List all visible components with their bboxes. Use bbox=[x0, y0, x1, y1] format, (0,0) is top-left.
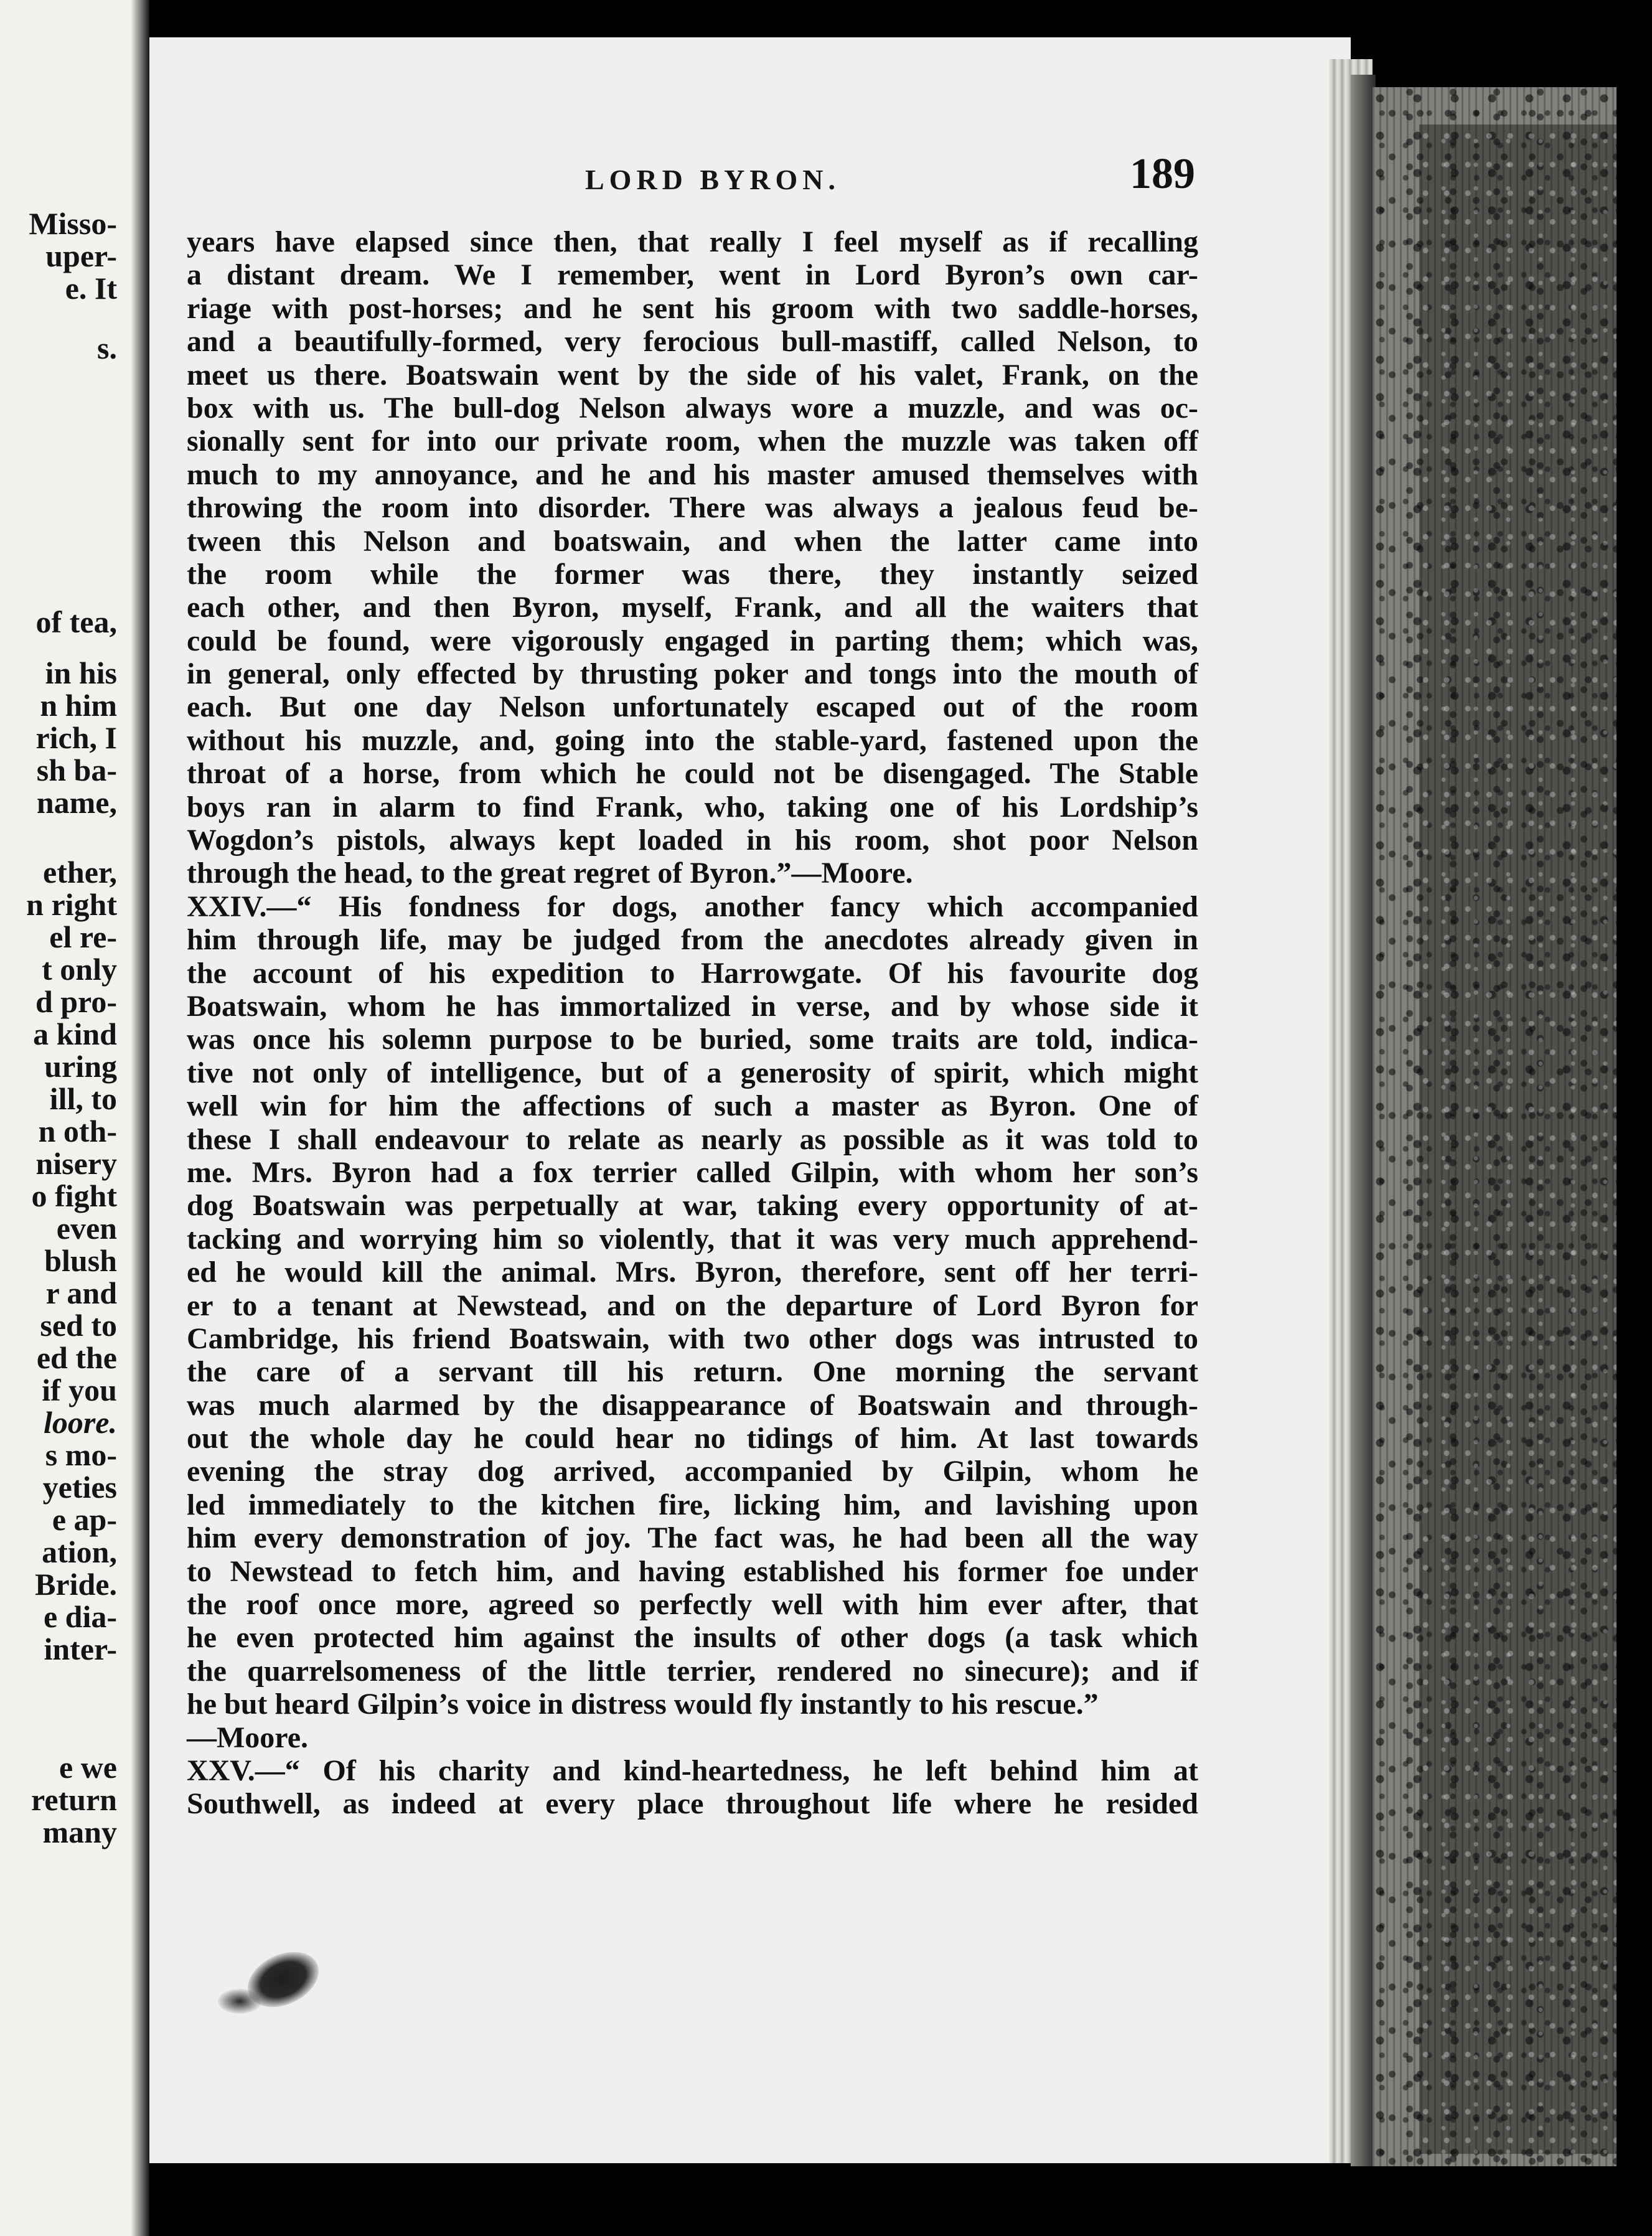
text-line: without his muzzle, and, going into the stable-yard, fastened upon the bbox=[187, 723, 1198, 757]
facing-page-fragment-line: s mo- bbox=[45, 1437, 117, 1472]
facing-page-fragment-line: e dia- bbox=[43, 1599, 117, 1634]
facing-page-fragment-line: n right bbox=[26, 887, 117, 922]
text-line: a distant dream. We I remember, went in Lord Byron’s own car- bbox=[187, 258, 1198, 292]
text-line: tween this Nelson and boatswain, and when the latter came into bbox=[187, 524, 1198, 558]
ink-stain bbox=[218, 1989, 261, 2014]
text-line: evening the stray dog arrived, accompanied by Gilpin, whom he bbox=[187, 1455, 1198, 1488]
text-line: he but heard Gilpin’s voice in distress would fly instantly to his rescue.” bbox=[187, 1688, 1099, 1721]
text-line: me. Mrs. Byron had a fox terrier called Gilpin, with whom her son’s bbox=[187, 1155, 1198, 1189]
facing-page-fragment-line: if you bbox=[42, 1373, 117, 1407]
text-line: well win for him the affections of such a master as Byron. One of bbox=[187, 1089, 1198, 1123]
text-line: the room while the former was there, they instantly seized bbox=[187, 557, 1198, 591]
page-body-text bbox=[187, 225, 1198, 1821]
text-line: through the head, to the great regret of Byron.”—Moore. bbox=[187, 857, 913, 890]
text-line: he even protected him against the insults of other dogs (a task which bbox=[187, 1621, 1198, 1655]
text-line: throwing the room into disorder. There was always a jealous feud be- bbox=[187, 491, 1198, 525]
facing-page-fragment-line: el re- bbox=[49, 919, 117, 954]
page-shadow bbox=[1351, 75, 1376, 2166]
text-line: throat of a horse, from which he could not be disengaged. The Stable bbox=[187, 757, 1198, 791]
facing-page-fragment-line: s. bbox=[97, 331, 117, 365]
facing-page-fragment-line: ed the bbox=[36, 1340, 117, 1375]
facing-page-fragment-line: uring bbox=[44, 1049, 117, 1084]
facing-page-fragment-line: o fight bbox=[31, 1178, 117, 1213]
text-line: XXV.—“ Of his charity and kind-heartedness, he left behind him at bbox=[187, 1754, 1198, 1787]
text-line: dog Boatswain was perpetually at war, taking every opportunity of at- bbox=[187, 1189, 1198, 1223]
facing-page-fragment-line: ation, bbox=[42, 1534, 117, 1569]
text-line: these I shall endeavour to relate as nearly as possible as it was told to bbox=[187, 1122, 1198, 1156]
text-line: years have elapsed since then, that really I feel myself as if recalling bbox=[187, 225, 1198, 258]
facing-page-fragment-line: Bride. bbox=[35, 1567, 117, 1602]
facing-page-fragment-line: ill, to bbox=[49, 1081, 117, 1116]
text-line: the roof once more, agreed so perfectly well with him ever after, that bbox=[187, 1588, 1198, 1622]
facing-page-fragment-line: uper- bbox=[45, 238, 117, 273]
text-line: tacking and worrying him so violently, that it was very much apprehend- bbox=[187, 1222, 1198, 1256]
facing-page-fragment-line: Misso- bbox=[29, 206, 117, 241]
facing-page-fragment-line: yeties bbox=[42, 1470, 117, 1505]
text-line: the care of a servant till his return. One morning the servant bbox=[187, 1355, 1198, 1389]
text-line: him through life, may be judged from the anecdotes already given in bbox=[187, 923, 1198, 957]
text-line: each other, and then Byron, myself, Frank, and all the waiters that bbox=[187, 591, 1198, 624]
text-line: riage with post-horses; and he sent his groom with two saddle-horses, bbox=[187, 291, 1198, 325]
book-fore-edge-texture bbox=[1419, 124, 1617, 2154]
facing-page-fragment-line: r and bbox=[45, 1275, 117, 1310]
facing-page-fragment-line: many bbox=[42, 1815, 117, 1849]
running-head: LORD BYRON. bbox=[585, 164, 841, 195]
facing-page-fragment-line: even bbox=[56, 1211, 117, 1246]
facing-page-fragment-line: sed to bbox=[40, 1308, 117, 1343]
text-line: boys ran in alarm to find Frank, who, taking one of his Lordship’s bbox=[187, 790, 1198, 824]
text-line: ed he would kill the animal. Mrs. Byron, therefore, sent off her terri- bbox=[187, 1256, 1198, 1289]
text-line: out the whole day he could hear no tidings of him. At last towards bbox=[187, 1422, 1198, 1455]
facing-page-fragment-line: of tea, bbox=[35, 604, 117, 639]
text-line: led immediately to the kitchen fire, licking him, and lavishing upon bbox=[187, 1488, 1198, 1521]
text-line: him every demonstration of joy. The fact was, he had been all the way bbox=[187, 1521, 1198, 1555]
facing-page-fragment-line: a kind bbox=[33, 1017, 117, 1051]
facing-page-fragment-line: loore. bbox=[43, 1405, 117, 1440]
text-line: box with us. The bull-dog Nelson always wore a muzzle, and was oc- bbox=[187, 391, 1198, 425]
text-line: Cambridge, his friend Boatswain, with two other dogs was intrusted to bbox=[187, 1322, 1198, 1355]
facing-page-fragment-line: e ap- bbox=[52, 1502, 117, 1537]
text-line: meet us there. Boatswain went by the side of his valet, Frank, on the bbox=[187, 358, 1198, 392]
text-line: could be found, were vigorously engaged in parting them; which was, bbox=[187, 624, 1198, 657]
facing-page-fragment-line: n oth- bbox=[38, 1114, 117, 1149]
facing-page-fragment-line: ether, bbox=[43, 855, 117, 890]
facing-page-fragment-line: rich, I bbox=[35, 720, 117, 755]
facing-page-fragment-line: sh ba- bbox=[36, 753, 117, 787]
text-line: each. But one day Nelson unfortunately escaped out of the room bbox=[187, 690, 1198, 724]
facing-page-fragment-line: n him bbox=[40, 688, 117, 723]
text-line: sionally sent for into our private room, when the muzzle was taken off bbox=[187, 425, 1198, 458]
book-gutter bbox=[131, 0, 149, 2236]
text-line: much to my annoyance, and he and his master amused themselves with bbox=[187, 458, 1198, 491]
facing-page-fragment-line: t only bbox=[42, 952, 117, 987]
text-line: was once his solemn purpose to be buried, some traits are told, indica- bbox=[187, 1023, 1198, 1056]
facing-page-fragment-line: inter- bbox=[44, 1632, 117, 1666]
text-line: Southwell, as indeed at every place throughout life where he resided bbox=[187, 1787, 1198, 1821]
text-line: er to a tenant at Newstead, and on the departure of Lord Byron for bbox=[187, 1289, 1198, 1322]
text-line: the account of his expedition to Harrowgate. Of his favourite dog bbox=[187, 956, 1198, 990]
facing-page-fragment-line: e. It bbox=[65, 271, 117, 306]
text-line: to Newstead to fetch him, and having established his former foe under bbox=[187, 1554, 1198, 1588]
facing-page-fragment-line: name, bbox=[36, 785, 117, 820]
text-line: Boatswain, whom he has immortalized in verse, and by whose side it bbox=[187, 989, 1198, 1023]
facing-page-fragment-line: blush bbox=[44, 1243, 117, 1278]
facing-page-fragment-line: e we bbox=[59, 1750, 117, 1785]
text-line: and a beautifully-formed, very ferocious bull-mastiff, called Nelson, to bbox=[187, 325, 1198, 359]
text-line: the quarrelsomeness of the little terrier, rendered no sinecure); and if bbox=[187, 1654, 1198, 1688]
text-line: XXIV.—“ His fondness for dogs, another fancy which accompanied bbox=[187, 890, 1198, 923]
facing-page-fragment-line: nisery bbox=[35, 1146, 117, 1181]
text-line: was much alarmed by the disappearance of Boatswain and through- bbox=[187, 1388, 1198, 1422]
facing-page-fragment bbox=[0, 0, 134, 2236]
text-line: Wogdon’s pistols, always kept loaded in his room, shot poor Nelson bbox=[187, 824, 1198, 857]
text-line: tive not only of intelligence, but of a generosity of spirit, which might bbox=[187, 1056, 1198, 1089]
text-line: in general, only effected by thrusting poker and tongs into the mouth of bbox=[187, 657, 1198, 691]
facing-page-fragment-line: d pro- bbox=[35, 984, 117, 1019]
facing-page-fragment-line: in his bbox=[45, 655, 117, 690]
facing-page-fragment-line: return bbox=[31, 1782, 117, 1817]
page-number: 189 bbox=[1130, 150, 1195, 198]
text-line: —Moore. bbox=[187, 1721, 309, 1754]
